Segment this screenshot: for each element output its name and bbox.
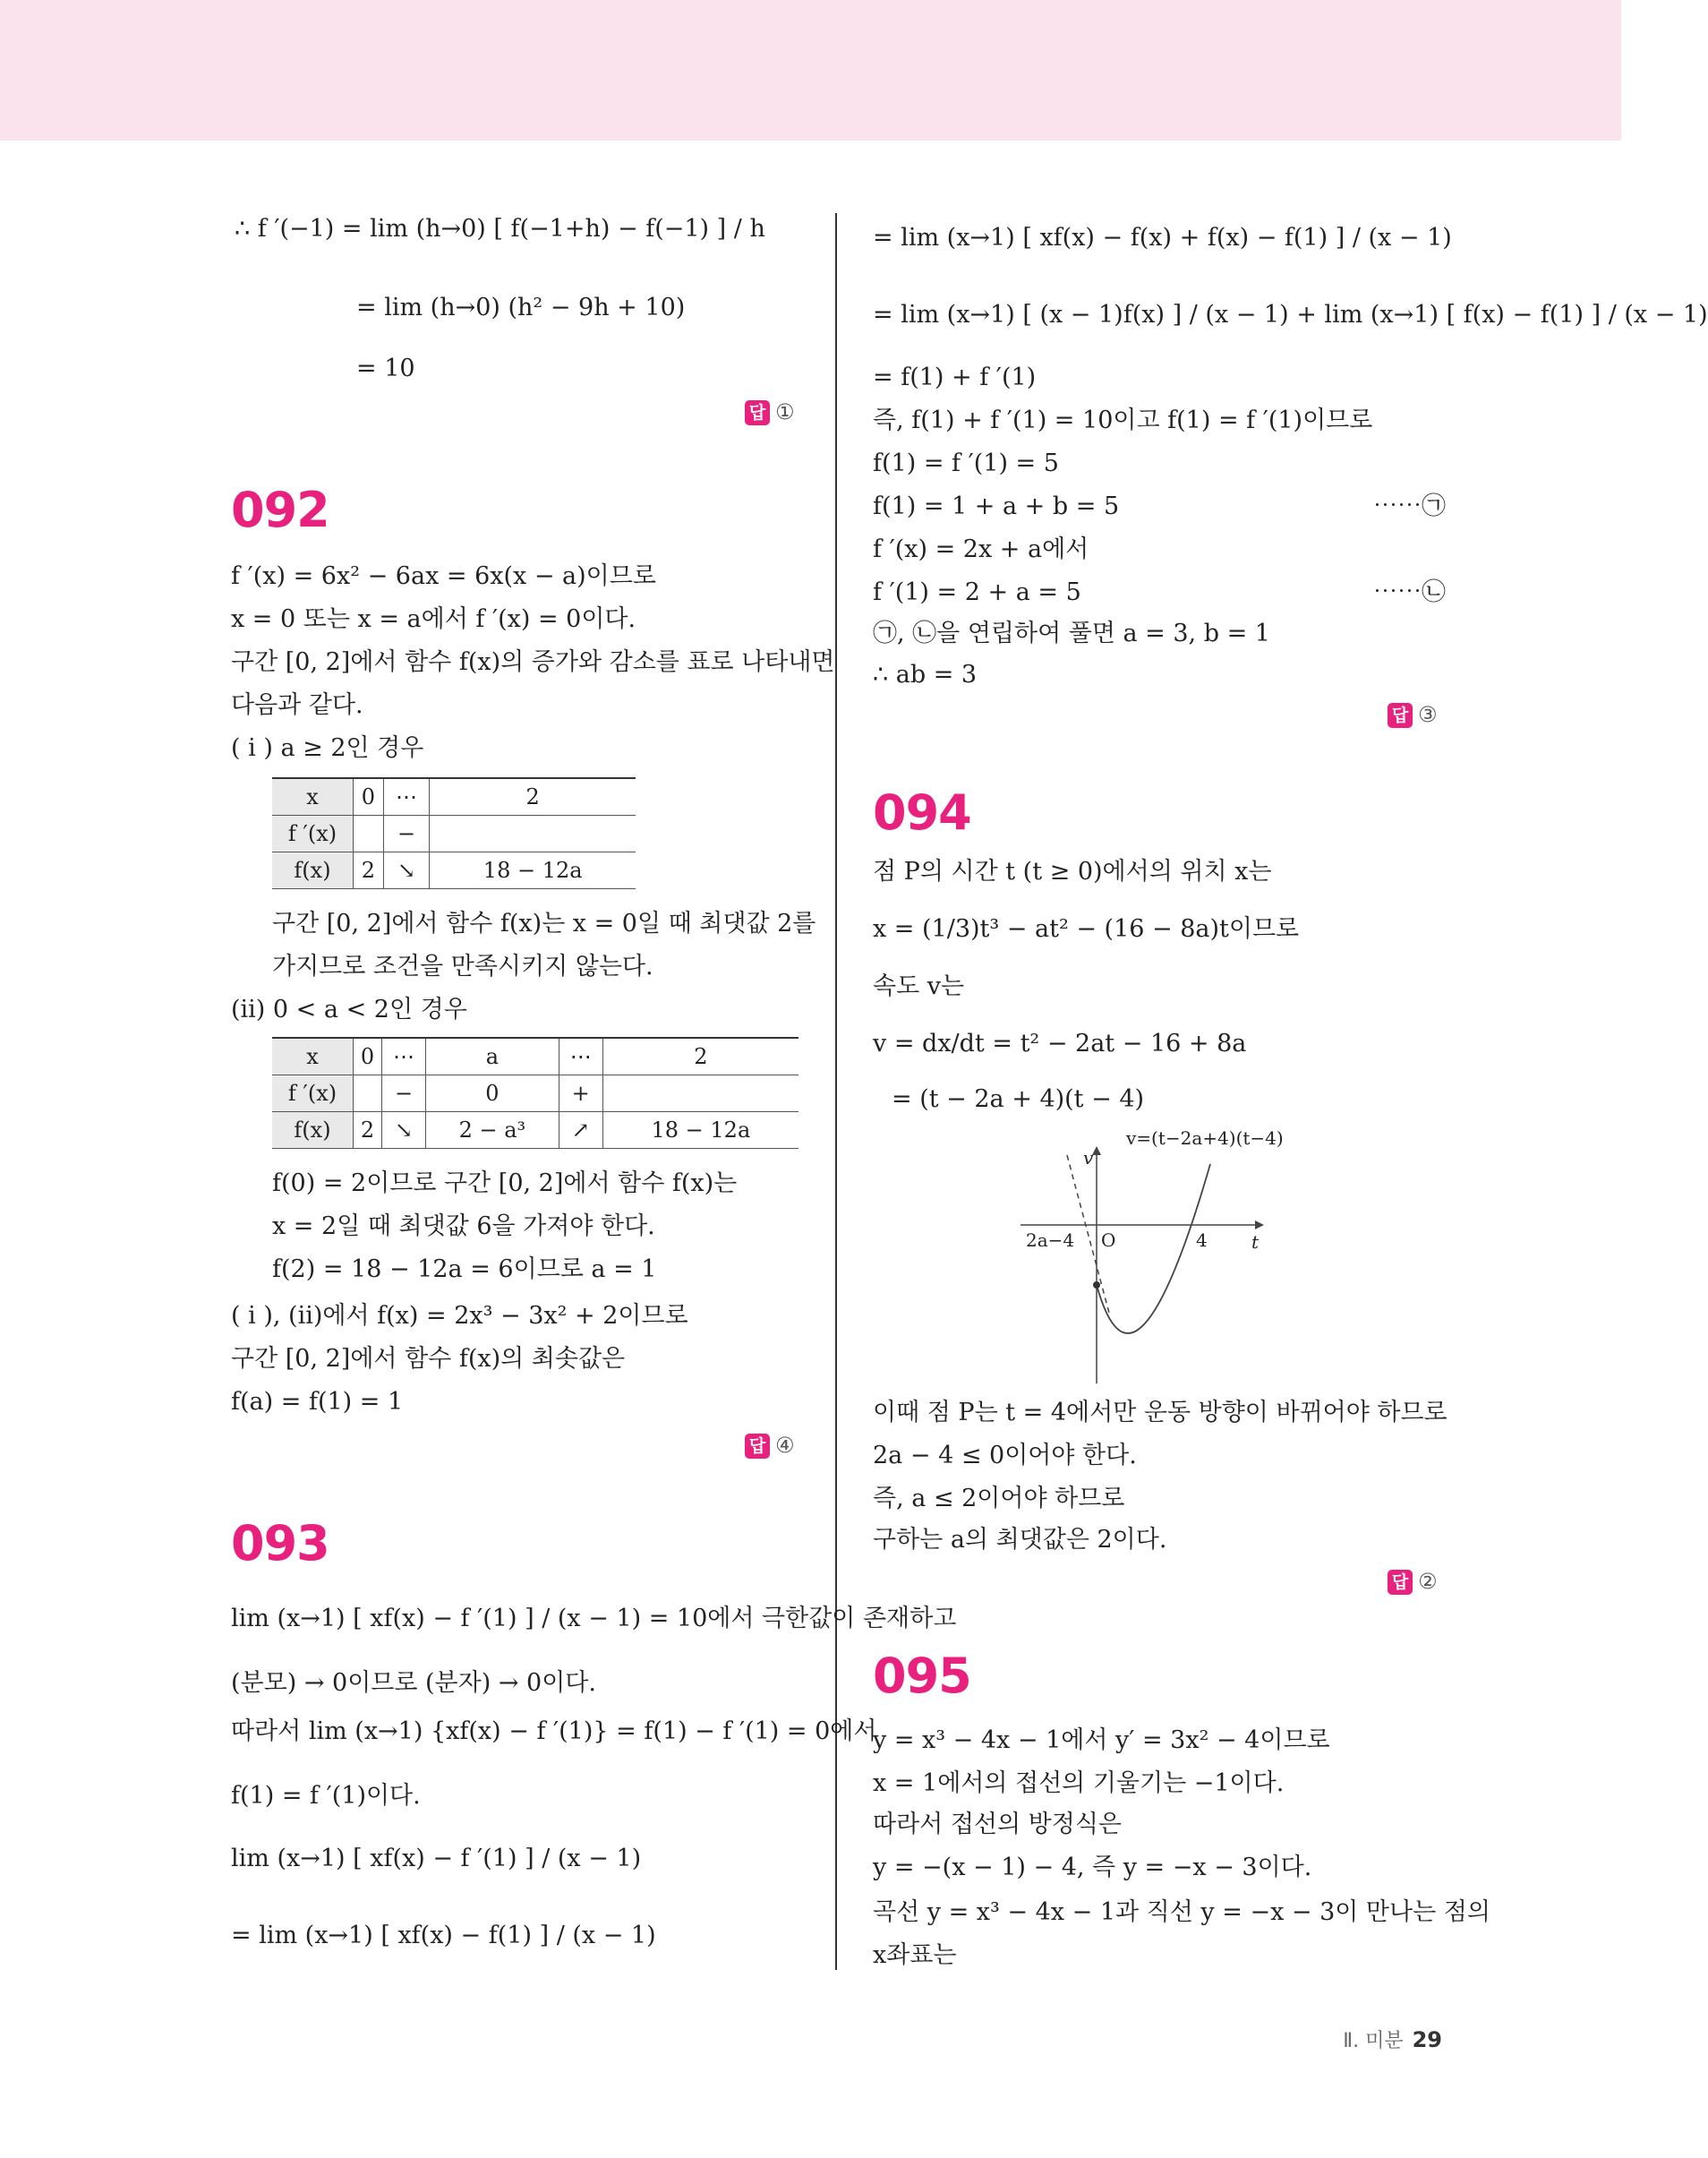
p091-answer: 답 ① xyxy=(745,399,795,425)
p094-end-3: 즉, a ≤ 2이어야 하므로 xyxy=(873,1485,1125,1512)
p092-line-1: f ′(x) = 6x² − 6ax = 6x(x − a)이므로 xyxy=(231,562,656,590)
t-axis-arrow xyxy=(1255,1220,1264,1229)
variation-table-1: x 0 ⋯ 2 f ′(x) − f(x) 2 ↘ 18 − 12a xyxy=(272,777,636,889)
v-axis-arrow xyxy=(1092,1146,1101,1155)
p093-line-4: f(1) = f ′(1)이다. xyxy=(231,1782,421,1810)
problem-number-092: 092 xyxy=(231,482,329,538)
p092-mid-2: 가지므로 조건을 만족시키지 않는다. xyxy=(272,953,653,981)
p092-end-3: f(2) = 18 − 12a = 6이므로 a = 1 xyxy=(272,1255,657,1283)
p092-line-5: ( i ) a ≥ 2인 경우 xyxy=(231,734,424,762)
p093-line-1: lim (x→1) [ xf(x) − f ′(1) ] / (x − 1) = 10에서 극한값이 존재하고 xyxy=(231,1605,957,1632)
header-band xyxy=(0,0,1621,141)
p093-line-2: (분모) → 0이므로 (분자) → 0이다. xyxy=(231,1669,596,1697)
p093-cont-1: = lim (x→1) [ xf(x) − f(x) + f(x) − f(1) ] / (x − 1) xyxy=(873,224,1452,252)
p092-line-3: 구간 [0, 2]에서 함수 f(x)의 증가와 감소를 표로 나타내면 xyxy=(231,648,835,676)
p093-cont-3: = f(1) + f ′(1) xyxy=(873,364,1037,391)
p095-line-5: 곡선 y = x³ − 4x − 1과 직선 y = −x − 3이 만나는 점의 xyxy=(873,1898,1490,1926)
p095-line-2: x = 1에서의 접선의 기울기는 −1이다. xyxy=(873,1769,1285,1797)
answer-badge: 답 xyxy=(745,400,770,425)
p095-line-6: x좌표는 xyxy=(873,1941,957,1969)
p093-cont-9: ㉠, ㉡을 연립하여 풀면 a = 3, b = 1 xyxy=(873,620,1270,647)
p092-end-6: f(a) = f(1) = 1 xyxy=(231,1388,404,1416)
variation-table-2: x 0 ⋯ a ⋯ 2 f ′(x) − 0 + f(x) 2 ↘ 2 − a³ ↗ 18 − 12a xyxy=(272,1037,798,1149)
p092-mid-1: 구간 [0, 2]에서 함수 f(x)는 x = 0일 때 최댓값 2를 xyxy=(272,910,816,938)
p092-mid-3: (ii) 0 < a < 2인 경우 xyxy=(231,996,467,1023)
origin-label: O xyxy=(1101,1229,1116,1251)
p094-end-1: 이때 점 P는 t = 4에서만 운동 방향이 바뀌어야 하므로 xyxy=(873,1399,1448,1426)
section-label: Ⅱ. 미분 xyxy=(1343,2030,1404,2052)
p094-answer: 답 ② xyxy=(1388,1569,1438,1595)
page-footer xyxy=(1343,2025,1442,2053)
problem-number-094: 094 xyxy=(873,784,971,841)
p092-end-4: ( i ), (ii)에서 f(x) = 2x³ − 3x² + 2이므로 xyxy=(231,1302,688,1330)
mark-1: ⋯⋯㉠ xyxy=(1373,492,1446,520)
v-axis-label: v xyxy=(1083,1147,1094,1169)
p093-cont-7: f ′(x) = 2x + a에서 xyxy=(873,535,1089,563)
answer-badge: 답 xyxy=(1388,1570,1413,1595)
mark-2: ⋯⋯㉡ xyxy=(1373,578,1446,606)
p094-line-1: 점 P의 시간 t (t ≥ 0)에서의 위치 x는 xyxy=(873,858,1272,886)
p093-cont-2: = lim (x→1) [ (x − 1)f(x) ] / (x − 1) + lim (x→1) [ f(x) − f(1) ] / (x − 1) xyxy=(873,301,1708,329)
root2-label: 4 xyxy=(1196,1229,1208,1251)
root1-label: 2a−4 xyxy=(1026,1229,1075,1251)
column-divider xyxy=(835,213,837,1970)
p093-cont-4: 즉, f(1) + f ′(1) = 10이고 f(1) = f ′(1)이므로 xyxy=(873,407,1373,434)
p094-line-2: x = (1/3)t³ − at² − (16 − 8a)t이므로 xyxy=(873,915,1300,943)
problem-number-093: 093 xyxy=(231,1515,329,1571)
p095-line-4: y = −(x − 1) − 4, 즉 y = −x − 3이다. xyxy=(873,1854,1312,1881)
p093-cont-8: f ′(1) = 2 + a = 5 xyxy=(873,578,1081,606)
p093-line-6: = lim (x→1) [ xf(x) − f(1) ] / (x − 1) xyxy=(231,1922,656,1949)
v-intercept-point xyxy=(1093,1281,1100,1289)
p092-line-2: x = 0 또는 x = a에서 f ′(x) = 0이다. xyxy=(231,605,636,633)
problem-number-095: 095 xyxy=(873,1648,971,1704)
p094-line-5: = (t − 2a + 4)(t − 4) xyxy=(892,1085,1145,1113)
p091-line-2: = lim (h→0) (h² − 9h + 10) xyxy=(356,294,686,321)
p093-cont-10: ∴ ab = 3 xyxy=(873,661,978,689)
p094-line-4: v = dx/dt = t² − 2at − 16 + 8a xyxy=(873,1030,1247,1058)
velocity-graph xyxy=(1012,1128,1316,1388)
p093-cont-6: f(1) = 1 + a + b = 5 xyxy=(873,492,1120,520)
curve-label: v=(t−2a+4)(t−4) xyxy=(1126,1127,1284,1149)
p095-line-3: 따라서 접선의 방정식은 xyxy=(873,1811,1122,1838)
p092-end-5: 구간 [0, 2]에서 함수 f(x)의 최솟값은 xyxy=(231,1345,626,1373)
p093-answer: 답 ③ xyxy=(1388,702,1438,728)
p093-line-5: lim (x→1) [ xf(x) − f ′(1) ] / (x − 1) xyxy=(231,1845,642,1872)
p091-line-3: = 10 xyxy=(356,355,415,382)
page-number: 29 xyxy=(1412,2027,1442,2052)
p092-end-1: f(0) = 2이므로 구간 [0, 2]에서 함수 f(x)는 xyxy=(272,1169,738,1197)
p093-cont-5: f(1) = f ′(1) = 5 xyxy=(873,450,1059,477)
p092-answer: 답 ④ xyxy=(745,1433,795,1459)
p095-line-1: y = x³ − 4x − 1에서 y′ = 3x² − 4이므로 xyxy=(873,1726,1330,1754)
p094-end-2: 2a − 4 ≤ 0이어야 한다. xyxy=(873,1442,1137,1469)
p093-line-3: 따라서 lim (x→1) {xf(x) − f ′(1)} = f(1) − f ′(1) = 0에서 xyxy=(231,1717,877,1745)
answer-badge: 답 xyxy=(745,1434,770,1459)
p092-line-4: 다음과 같다. xyxy=(231,691,363,719)
p094-line-3: 속도 v는 xyxy=(873,972,965,1000)
answer-badge: 답 xyxy=(1388,703,1413,728)
p094-end-4: 구하는 a의 최댓값은 2이다. xyxy=(873,1526,1167,1554)
p091-line-1: ∴ f ′(−1) = lim (h→0) [ f(−1+h) − f(−1) ] / h xyxy=(235,215,765,243)
p092-end-2: x = 2일 때 최댓값 6을 가져야 한다. xyxy=(272,1212,655,1240)
t-axis-label: t xyxy=(1251,1231,1260,1253)
